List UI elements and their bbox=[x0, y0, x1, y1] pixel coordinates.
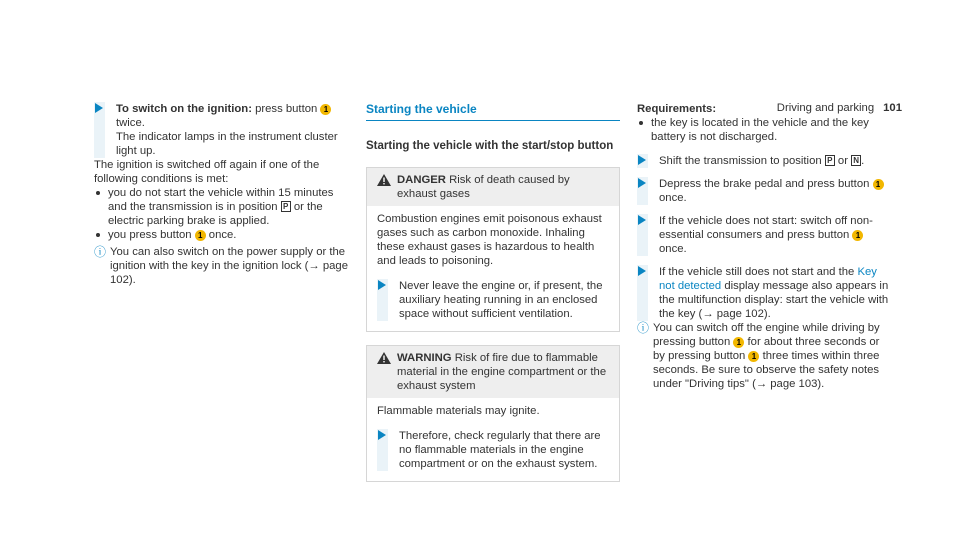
button-1-icon: 1 bbox=[748, 351, 759, 362]
button-1-icon: 1 bbox=[195, 230, 206, 241]
step-depress-brake: Depress the brake pedal and press button 1 once. bbox=[637, 177, 889, 205]
section-title: Starting the vehicle bbox=[366, 102, 620, 121]
subsection-title: Starting the vehicle with the start/stop button bbox=[366, 140, 614, 152]
list-item: you press button 1 once. bbox=[94, 228, 348, 242]
warning-label: WARNING bbox=[397, 352, 452, 364]
display-message-key-not-detected: Key not detected bbox=[659, 266, 877, 292]
neutral-position-icon: N bbox=[851, 155, 861, 166]
step-arrow-icon bbox=[378, 280, 386, 290]
button-1-icon: 1 bbox=[733, 337, 744, 348]
conditions-intro: The ignition is switched off again if one of the following conditions is met: bbox=[94, 159, 320, 185]
park-position-icon: P bbox=[281, 201, 291, 212]
danger-step: Never leave the engine or, if present, the auxiliary heating running in an enclosed space without sufficient ventilation. bbox=[377, 279, 609, 321]
column-1 bbox=[94, 102, 348, 287]
step-switch-on-ignition: To switch on the ignition: press button 1 twice. The indicator lamps in the instrument cluster light up. bbox=[94, 102, 348, 158]
step-arrow-icon bbox=[378, 430, 386, 440]
info-icon: ⓘ bbox=[94, 245, 107, 259]
warning-step: Therefore, check regularly that there are no flammable materials in the engine compartment or on the exhaust system. bbox=[377, 429, 609, 471]
danger-header: DANGER Risk of death caused by exhaust gases bbox=[367, 168, 619, 206]
warning-body: Flammable materials may ignite. Therefore, check regularly that there are no flammable materials in the engine compartment or on the exhaust system. bbox=[367, 398, 619, 481]
step-arrow-icon bbox=[638, 155, 646, 165]
park-position-icon: P bbox=[825, 155, 835, 166]
warning-triangle-icon bbox=[377, 174, 391, 186]
step-arrow-icon bbox=[95, 103, 103, 113]
section-name: Driving and parking bbox=[776, 102, 875, 114]
list-item: you do not start the vehicle within 15 minutes and the transmission is in position P or the electric parking brake is applied. bbox=[94, 186, 348, 228]
button-1-icon: 1 bbox=[873, 179, 884, 190]
step-arrow-icon bbox=[638, 266, 646, 276]
info-note: ⓘ You can switch off the engine while driving by pressing button 1 for about three seconds or by pressing button 1 three times within three seconds. Be sure to observe the safety notes under "Driving tips" (→ page 103). bbox=[637, 321, 880, 390]
step-shift-transmission: Shift the transmission to position P or N . bbox=[637, 154, 889, 168]
danger-box bbox=[366, 167, 620, 332]
page-number: 101 bbox=[883, 102, 902, 114]
step-arrow-icon bbox=[638, 178, 646, 188]
step-result: The indicator lamps in the instrument cluster light up. bbox=[116, 131, 338, 157]
info-icon: ⓘ bbox=[637, 321, 650, 335]
warning-box bbox=[366, 345, 620, 482]
warning-triangle-icon bbox=[377, 352, 391, 364]
button-1-icon: 1 bbox=[320, 104, 331, 115]
warning-header: WARNING Risk of fire due to flammable material in the engine compartment or the exhaust system bbox=[367, 346, 619, 398]
info-note: ⓘ You can also switch on the power supply or the ignition with the key in the ignition lock (→ page 102). bbox=[94, 245, 348, 286]
danger-body: Combustion engines emit poisonous exhaust gases such as carbon monoxide. Inhaling these exhaust gases is hazardous to health and leads to poisoning. Never leave the engine or, if present, the auxiliary heating running in an enclosed space without sufficient ventilation. bbox=[367, 206, 619, 331]
list-item: the key is located in the vehicle and the key battery is not discharged. bbox=[637, 116, 889, 144]
step-vehicle-not-start: If the vehicle does not start: switch off non-essential consumers and press button 1 once. bbox=[637, 214, 889, 256]
danger-label: DANGER bbox=[397, 174, 446, 186]
step-lead: To switch on the ignition: bbox=[116, 103, 252, 115]
column-2 bbox=[366, 102, 620, 482]
step-arrow-icon bbox=[638, 215, 646, 225]
requirements-title: Requirements: bbox=[637, 103, 717, 115]
button-1-icon: 1 bbox=[852, 230, 863, 241]
step-key-not-detected: If the vehicle still does not start and the Key not detected display message also appears in the multifunction display: start the vehicle with the key (→ page 102). bbox=[637, 265, 889, 321]
column-3 bbox=[637, 102, 889, 391]
